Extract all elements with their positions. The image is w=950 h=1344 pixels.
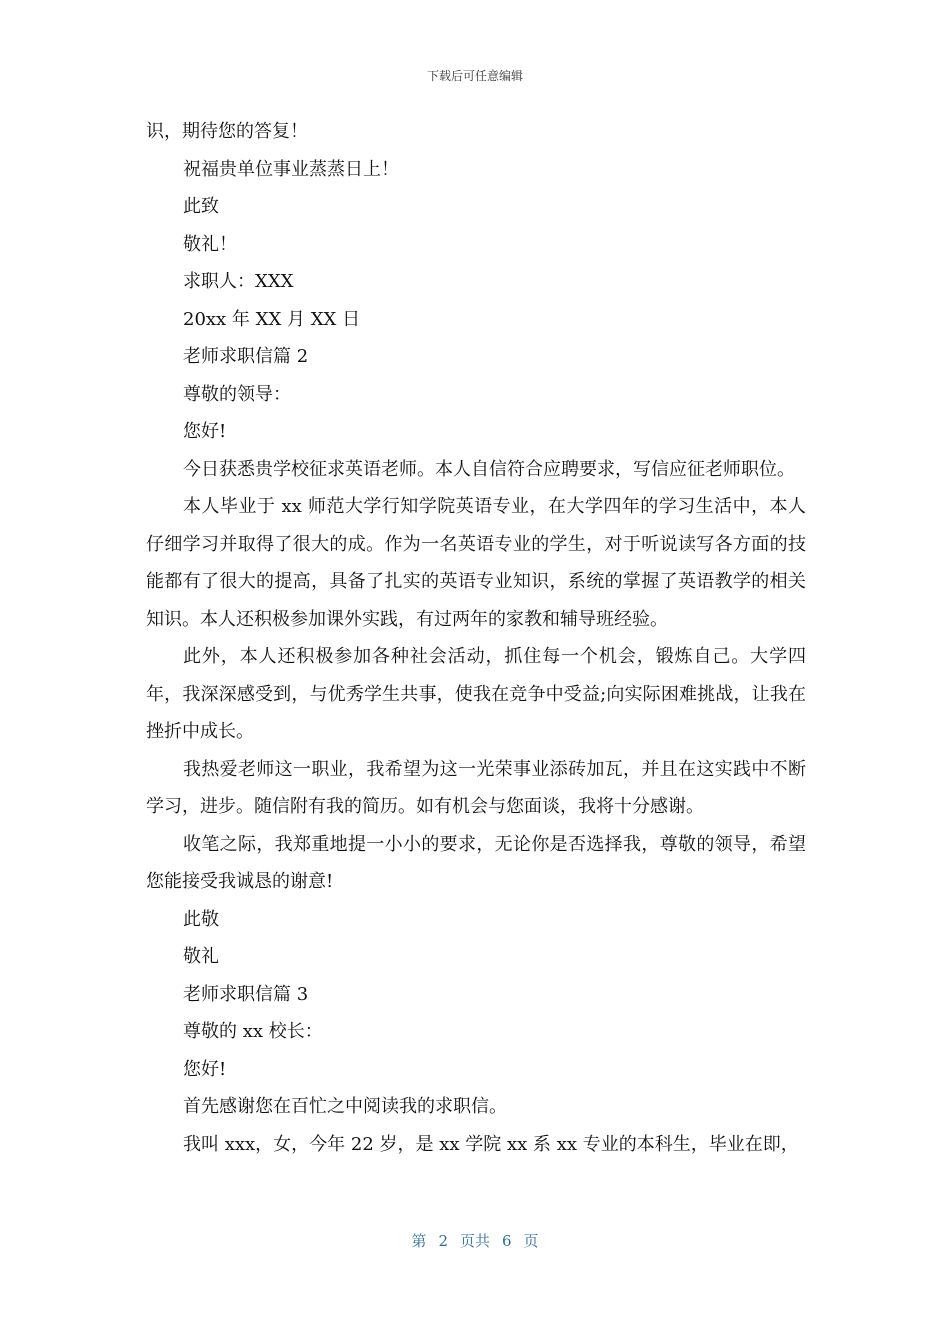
document-body — [146, 113, 806, 1163]
footer-word: 页共 — [459, 1232, 490, 1250]
text-line: 首先感谢您在百忙之中阅读我的求职信。 — [183, 1096, 507, 1117]
text-line: 敬礼 — [183, 946, 219, 967]
page-footer — [0, 1230, 950, 1251]
total-pages-number: 6 — [502, 1232, 512, 1250]
paragraph: 收笔之际，我郑重地提一小小的要求，无论你是否选择我，尊敬的领导，希望您能接受我诚恳的谢意! — [146, 833, 806, 892]
text-line: 此敬 — [183, 908, 219, 930]
text-line: 此致 — [183, 196, 219, 217]
paragraph: 我热爱老师这一职业，我希望为这一光荣事业添砖加瓦，并且在这实践中不断学习，进步。随信附有我的简历。如有机会与您面谈，我将十分感谢。 — [146, 758, 806, 817]
paragraph: 此外，本人还积极参加各种社会活动，抓住每一个机会，锻炼自己。大学四年，我深深感受到，与优秀学生共事，使我在竞争中受益;向实际困难挑战，让我在挫折中成长。 — [146, 646, 806, 742]
date-line: 20xx 年 XX 月 XX 日 — [183, 308, 361, 330]
paragraph: 本人毕业于 xx 师范大学行知学院英语专业，在大学四年的学习生活中，本人仔细学习并取得了很大的成。作为一名英语专业的学生，对于听说读写各方面的技能都有了很大的提高，具备了扎实的英语专业知识，系统的掌握了英语教学的相关知识。本人还积极参加课外实践，有过两年的家教和辅导班经验。 — [146, 496, 806, 630]
footer-word: 页 — [523, 1232, 539, 1250]
footer-word: 第 — [411, 1232, 427, 1250]
signature-line: 求职人：XXX — [183, 271, 294, 292]
salutation: 尊敬的 xx 校长： — [183, 1021, 323, 1042]
section-title: 老师求职信篇 2 — [183, 346, 309, 367]
greeting: 您好! — [183, 421, 227, 442]
text-line: 识，期待您的答复！ — [146, 121, 308, 142]
section-title: 老师求职信篇 3 — [183, 983, 309, 1005]
text-line: 敬礼！ — [183, 233, 237, 255]
page-header: 下载后可任意编辑 — [426, 69, 523, 83]
text-line: 祝福贵单位事业蒸蒸日上！ — [183, 158, 399, 180]
paragraph: 今日获悉贵学校征求英语老师。本人自信符合应聘要求，写信应征老师职位。 — [183, 458, 795, 480]
salutation: 尊敬的领导： — [183, 383, 291, 405]
text-line: 我叫 xxx，女，今年 22 岁，是 xx 学院 xx 系 xx 专业的本科生，毕业在即， — [183, 1133, 799, 1155]
greeting: 您好! — [183, 1058, 227, 1080]
current-page-number: 2 — [438, 1232, 448, 1250]
